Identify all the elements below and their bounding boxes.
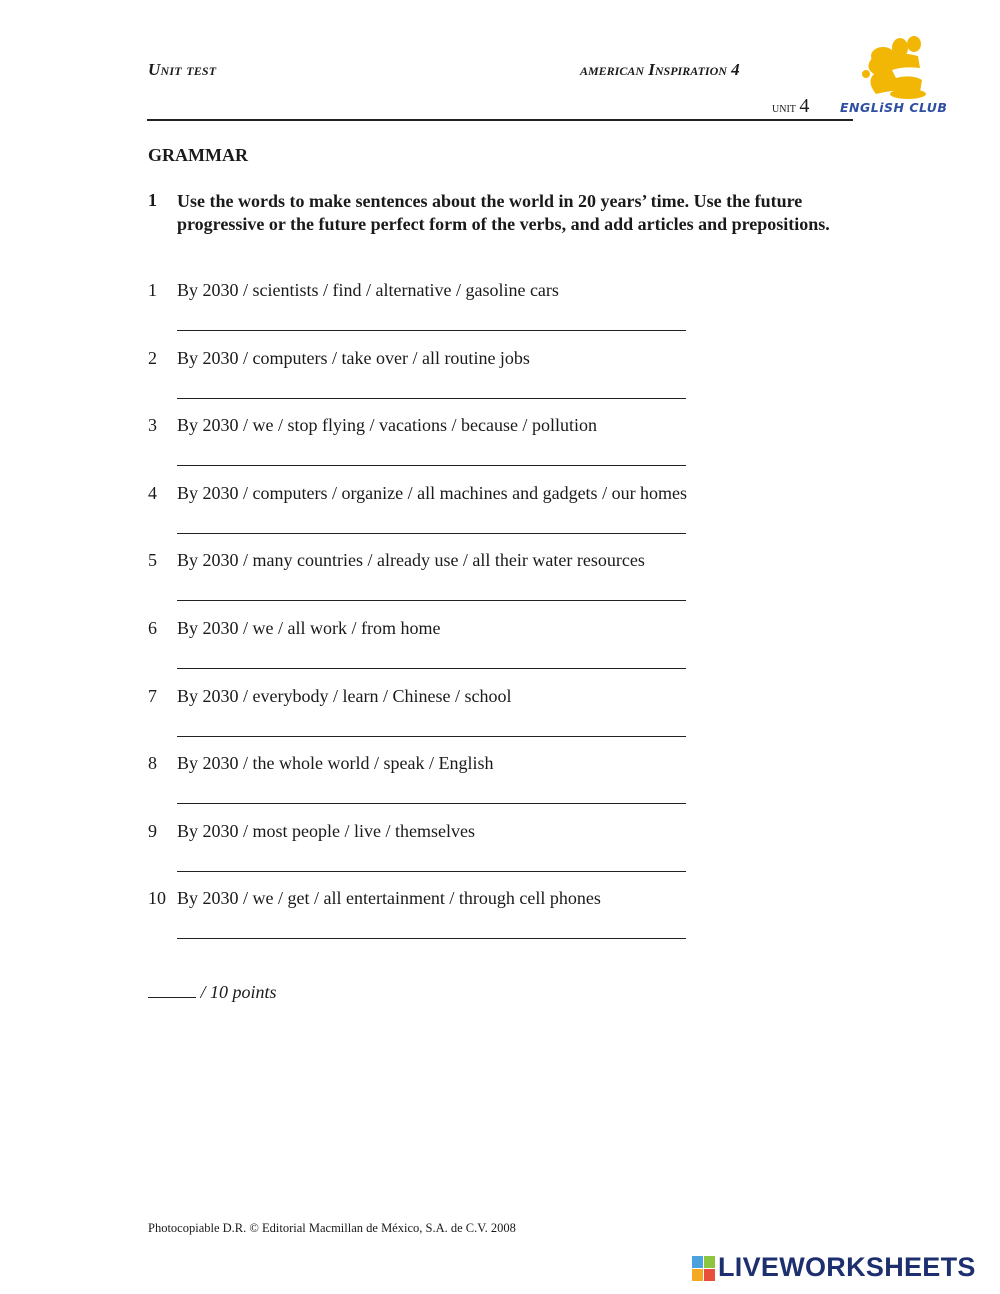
unit-indicator: [772, 95, 809, 118]
exercise-item: [148, 618, 848, 686]
item-number: 5: [148, 550, 157, 571]
answer-line[interactable]: [177, 938, 686, 939]
exercise-item: [148, 483, 848, 551]
unit-test-title: Unit test: [148, 60, 217, 79]
answer-line[interactable]: [177, 668, 686, 669]
item-prompt: By 2030 / scientists / find / alternative / gasoline cars: [177, 280, 559, 300]
exercise-item: [148, 888, 848, 956]
item-prompt: By 2030 / computers / organize / all machines and gadgets / our homes: [177, 482, 688, 503]
english-club-logo: [836, 34, 954, 124]
item-number: 10: [148, 888, 166, 909]
copyright-footer: Photocopiable D.R. © Editorial Macmillan de México, S.A. de C.V. 2008: [148, 1221, 516, 1235]
answer-line[interactable]: [177, 803, 686, 804]
answer-line[interactable]: [177, 398, 686, 399]
answer-line[interactable]: [177, 465, 686, 466]
answer-line[interactable]: [177, 600, 686, 601]
exercise-item: [148, 415, 848, 483]
item-prompt: By 2030 / we / get / all entertainment / through cell phones: [177, 888, 601, 909]
item-number: 9: [148, 820, 157, 841]
answer-line[interactable]: [177, 871, 686, 872]
exercise-item: [148, 550, 848, 618]
exercise-item: [148, 821, 848, 889]
mascot-icon: [836, 34, 954, 100]
item-prompt: By 2030 / everybody / learn / Chinese / school: [177, 685, 512, 706]
liveworksheets-text: LIVEWORKSHEETS: [718, 1252, 976, 1282]
header-rule: [147, 119, 853, 121]
unit-number: 4: [799, 95, 810, 117]
item-prompt: By 2030 / computers / take over / all routine jobs: [177, 347, 530, 368]
item-number: 2: [148, 347, 157, 368]
item-number: 6: [148, 618, 157, 638]
exercise-item: [148, 753, 848, 821]
exercise-item: [148, 348, 848, 416]
section-title: GRAMMAR: [148, 145, 248, 165]
liveworksheets-logo: [692, 1252, 992, 1284]
instruction-number: 1: [148, 190, 157, 210]
exercise-item: [148, 280, 848, 348]
exercise-item: [148, 686, 848, 754]
unit-label: unit: [772, 101, 796, 116]
item-number: 7: [148, 685, 157, 706]
item-prompt: By 2030 / we / stop flying / vacations / because / pollution: [177, 415, 597, 436]
item-prompt: By 2030 / we / all work / from home: [177, 618, 441, 638]
answer-line[interactable]: [177, 736, 686, 737]
item-number: 3: [148, 415, 157, 436]
liveworksheets-icon: [692, 1256, 716, 1282]
item-prompt: By 2030 / many countries / already use / all their water resources: [177, 550, 645, 571]
instruction-text: Use the words to make sentences about the world in 20 years’ time. Use the future progressive or the future perfect form of the verbs, and add articles and prepositions.: [177, 191, 830, 234]
item-number: 1: [148, 280, 157, 300]
points-score: [148, 979, 277, 1003]
answer-line[interactable]: [177, 330, 686, 331]
item-prompt: By 2030 / most people / live / themselves: [177, 820, 475, 841]
points-label: / 10 points: [200, 982, 277, 1002]
logo-text: ENGLiSH CLUB: [840, 100, 948, 115]
item-number: 8: [148, 753, 157, 774]
score-blank[interactable]: [148, 979, 196, 998]
series-title: american Inspiration 4: [580, 60, 740, 79]
item-prompt: By 2030 / the whole world / speak / English: [177, 753, 494, 774]
answer-line[interactable]: [177, 533, 686, 534]
item-number: 4: [148, 482, 157, 503]
